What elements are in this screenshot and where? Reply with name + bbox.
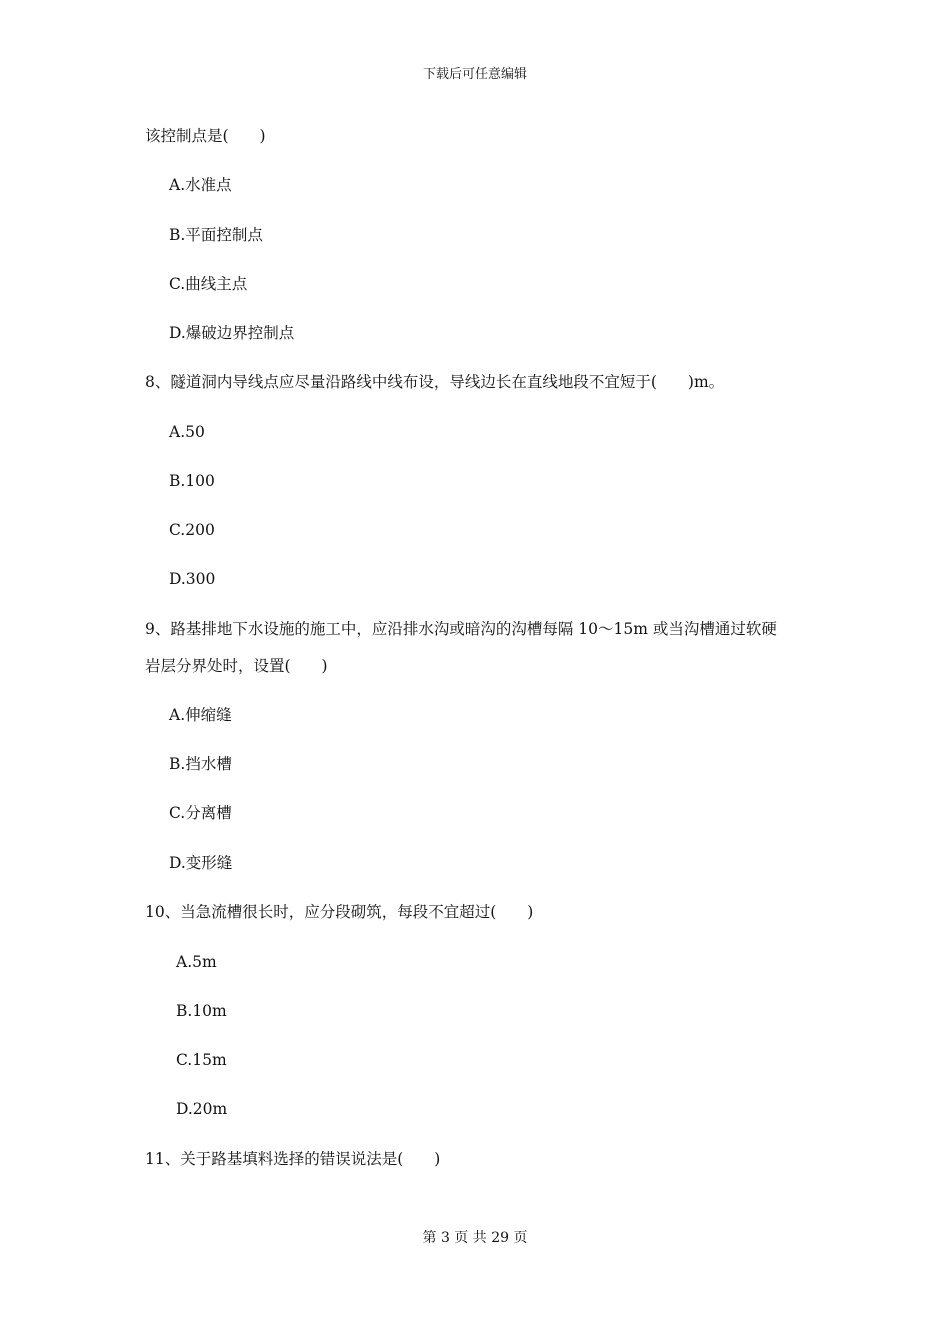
option-c: C.分离槽	[169, 804, 232, 822]
option-b: B.平面控制点	[169, 226, 263, 244]
question-text: 8、隧道洞内导线点应尽量沿路线中线布设，导线边长在直线地段不宜短于( )m。	[145, 373, 725, 391]
question-text: 10、当急流槽很长时，应分段砌筑，每段不宜超过( )	[145, 903, 534, 921]
page-header: 下载后可任意编辑	[422, 67, 527, 82]
option-a: A.5m	[176, 953, 217, 971]
page-footer: 第 3 页 共 29 页	[422, 1230, 528, 1246]
option-c: C.15m	[176, 1051, 227, 1069]
option-b: B.挡水槽	[169, 755, 232, 773]
option-b: B.100	[169, 472, 215, 490]
option-d: D.爆破边界控制点	[169, 324, 295, 342]
option-c: C.200	[169, 521, 215, 539]
question-text: 11、关于路基填料选择的错误说法是( )	[145, 1150, 441, 1168]
option-a: A.伸缩缝	[169, 706, 232, 724]
option-d: D.300	[169, 570, 216, 588]
option-d: D.20m	[176, 1100, 228, 1118]
question-text: 9、路基排地下水设施的施工中，应沿排水沟或暗沟的沟槽每隔 10～15m 或当沟槽通过软硬	[145, 620, 777, 638]
question-text: 该控制点是( )	[145, 127, 266, 145]
option-d: D.变形缝	[169, 854, 233, 872]
question-text-continued: 岩层分界处时，设置( )	[145, 657, 328, 675]
option-b: B.10m	[176, 1002, 227, 1020]
option-a: A.50	[169, 423, 205, 441]
option-c: C.曲线主点	[169, 275, 248, 293]
option-a: A.水准点	[169, 176, 232, 194]
